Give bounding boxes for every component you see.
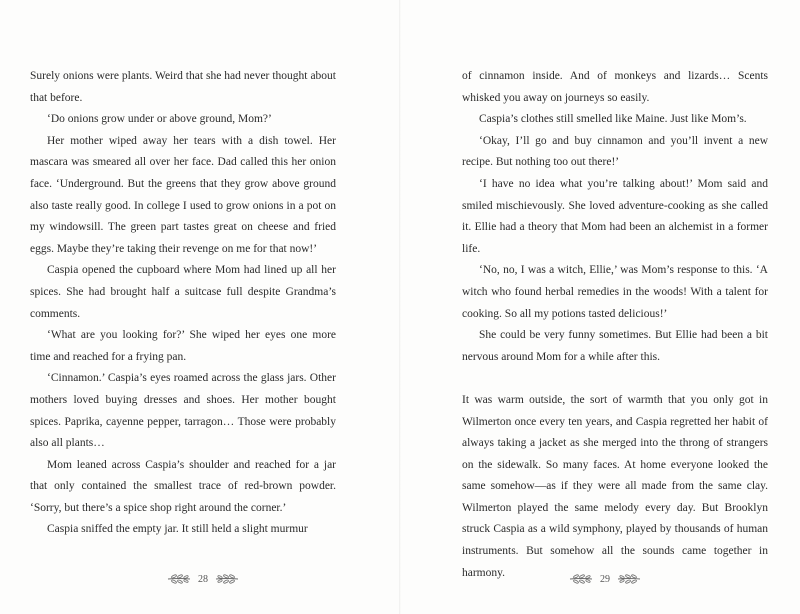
paragraph: ‘Okay, I’ll go and buy cinnamon and you’ll invent a new recipe. But nothing too out there!’ <box>462 134 768 169</box>
paragraph: of cinnamon inside. And of monkeys and lizards… Scents whisked you away on journeys so easily. <box>462 70 768 104</box>
paragraph: She could be very funny sometimes. But Ellie had been a bit nervous around Mom for a while after this. <box>462 329 768 363</box>
paragraph: Her mother wiped away her tears with a dish towel. Her mascara was smeared all over her face. Dad called this her onion face. ‘Underground. But the greens that they grow above ground also taste really good. In college I used to grow onions in a pot on my windowsill. The green part tastes great on cheese and fried eggs. Maybe they’re taking their revenge on me for that now!’ <box>30 134 336 255</box>
paragraph: Mom leaned across Caspia’s shoulder and reached for a jar that only contained the smallest trace of red-brown powder. ‘Sorry, but there’s a spice shop right around the corner.’ <box>30 458 336 514</box>
paragraph: Caspia opened the cupboard where Mom had lined up all her spices. She had brought half a suitcase full despite Grandma’s comments. <box>30 264 336 320</box>
laurel-sprig-icon <box>616 573 642 585</box>
paragraph: ‘I have no idea what you’re talking about!’ Mom said and smiled mischievously. She loved adventure-cooking as she called it. Ellie had a theory that Mom had been an alchemist in a former life. <box>462 177 768 255</box>
paragraph: Caspia sniffed the empty jar. It still held a slight murmur <box>47 523 308 536</box>
folio-left <box>166 572 240 586</box>
gutter-shadow <box>399 0 401 614</box>
page-number: 29 <box>600 573 610 585</box>
laurel-sprig-icon <box>568 573 594 585</box>
folio-right <box>568 572 642 586</box>
paragraph: ‘What are you looking for?’ She wiped her eyes one more time and reached for a frying pan. <box>30 329 336 363</box>
page-number: 28 <box>198 573 208 585</box>
laurel-sprig-icon <box>166 573 192 585</box>
right-page-text <box>462 66 768 584</box>
laurel-sprig-icon <box>214 573 240 585</box>
paragraph: ‘No, no, I was a witch, Ellie,’ was Mom’s response to this. ‘A witch who found herbal remedies in the woods! With a talent for cooking. So all my potions tasted delicious!’ <box>462 264 768 320</box>
paragraph: ‘Cinnamon.’ Caspia’s eyes roamed across the glass jars. Other mothers loved buying dresses and shoes. Her mother bought spices. Paprika, cayenne pepper, tarragon… Those were probably also all plants… <box>30 372 336 450</box>
left-page-text <box>30 66 336 541</box>
paragraph: It was warm outside, the sort of warmth that you only got in Wilmerton once every ten years, and Caspia regretted her habit of always taking a jacket as she merged into the throng of strangers on the sidewalk. So many faces. At home everyone looked the same somehow—as if they were all made from the same clay. Wilmerton played the same melody every day. But Brooklyn struck Caspia as a wild symphony, played by thousands of human instruments. But somehow all the sounds came together in harmony. <box>462 393 768 579</box>
paragraph: Surely onions were plants. Weird that she had never thought about that before. <box>30 70 336 104</box>
paragraph: ‘Do onions grow under or above ground, Mom?’ <box>47 113 272 126</box>
paragraph: Caspia’s clothes still smelled like Maine. Just like Mom’s. <box>479 113 747 126</box>
